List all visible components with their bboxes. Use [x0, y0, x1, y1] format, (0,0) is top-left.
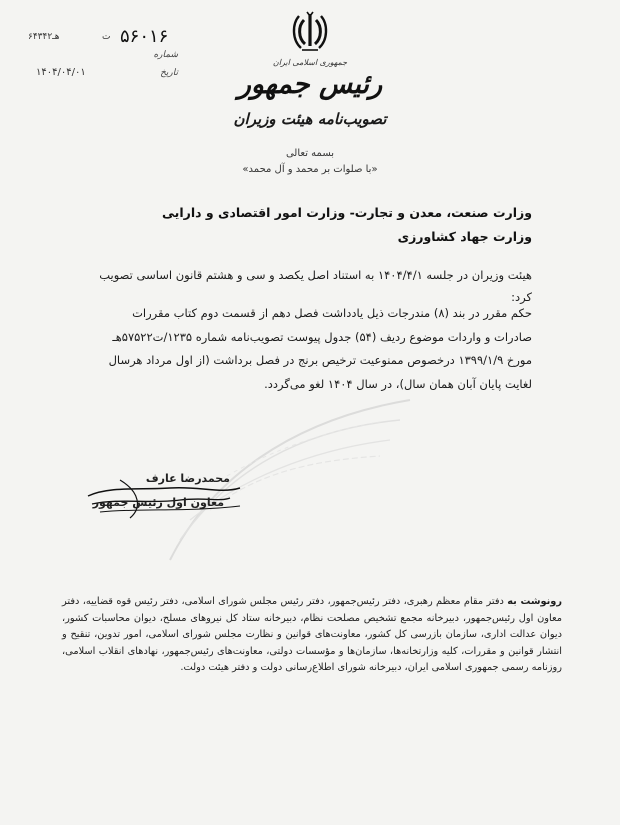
basmala — [220, 146, 400, 178]
addressee-line-2: وزارت جهاد کشاورزی — [397, 229, 532, 244]
document-subtitle: تصویب‌نامه هیئت وزیران — [233, 110, 387, 128]
basmala-line-2: «با صلوات بر محمد و آل محمد» — [242, 164, 378, 175]
signatory-title: معاون اول رئیس جمهور — [92, 496, 224, 509]
registration-number: ۵۶۰۱۶ — [120, 26, 169, 47]
signatory-name: محمدرضا عارف — [145, 472, 230, 485]
registration-date-row — [28, 66, 178, 84]
registration-number-small: ۶۴۳۴۲هـ — [28, 32, 60, 42]
signature-block — [80, 468, 280, 528]
registration-number-prefix: ت — [102, 32, 111, 42]
registration-block — [28, 26, 178, 84]
country-name: جمهوری اسلامی ایران — [272, 58, 348, 67]
iran-emblem-icon — [290, 10, 330, 54]
body-paragraph-2: حکم مقرر در بند (۸) مندرجات ذیل یادداشت فصل دهم از قسمت دوم کتاب مقررات صادرات و واردات موضوع ردیف (۵۴) جدول پیوست تصویب‌نامه شماره ۱۲۳۵/ت۵۷۵۲۲هـ مورخ ۱۳۹۹/۱/۹ درخصوص ممنوعیت ترخیص برنج در فصل برداشت (از اول مرداد هرسال لغایت پایان آبان همان سال)، در سال ۱۴۰۴ لغو می‌گردد. — [108, 306, 532, 391]
registration-number-row — [28, 26, 178, 48]
registration-number-caption: شماره — [153, 50, 178, 60]
carbon-copy-label: رونوشت به — [507, 596, 562, 607]
addressee-line-1: وزارت صنعت، معدن و تجارت- وزارت امور اقتصادی و دارایی — [162, 205, 532, 220]
registration-date: ۱۴۰۴/۰۴/۰۱ — [36, 67, 86, 78]
basmala-line-1: بسمه تعالی — [285, 148, 335, 159]
body-paragraph-1: هیئت وزیران در جلسه ۱۴۰۴/۴/۱ به استناد اصل یکصد و سی و هشتم قانون اساسی تصویب کرد: — [99, 268, 532, 304]
registration-caption-row — [28, 48, 178, 66]
office-title: رئیس جمهور — [237, 69, 383, 100]
carbon-copy-list — [62, 594, 562, 677]
registration-date-caption: تاریخ — [160, 68, 178, 78]
carbon-copy-recipients: دفتر مقام معظم رهبری، دفتر رئیس‌جمهور، دفتر رئیس مجلس شورای اسلامی، دفتر رئیس قوه قضاییه، دفتر معاون اول رئیس‌جمهور، دبیرخانه مجمع تشخیص مصلحت نظام، دبیرخانه ستاد کل نیروهای مسلح، دیوان محاسبات کشور، دیوان عدالت اداری، سازمان بازرسی کل کشور، معاونت‌های قوانین و نظارت مجلس شورای اسلامی، امور تدوین، تنقیح و انتشار قوانین و مقررات، کلیه وزارتخانه‌ها، سازمان‌ها و مؤسسات دولتی، معاونت‌های رئیس‌جمهور، نهادهای انقلاب اسلامی، روزنامه رسمی جمهوری اسلامی ایران، دبیرخانه شورای اطلاع‌رسانی دولت و دفتر هیئت دولت. — [62, 596, 562, 673]
